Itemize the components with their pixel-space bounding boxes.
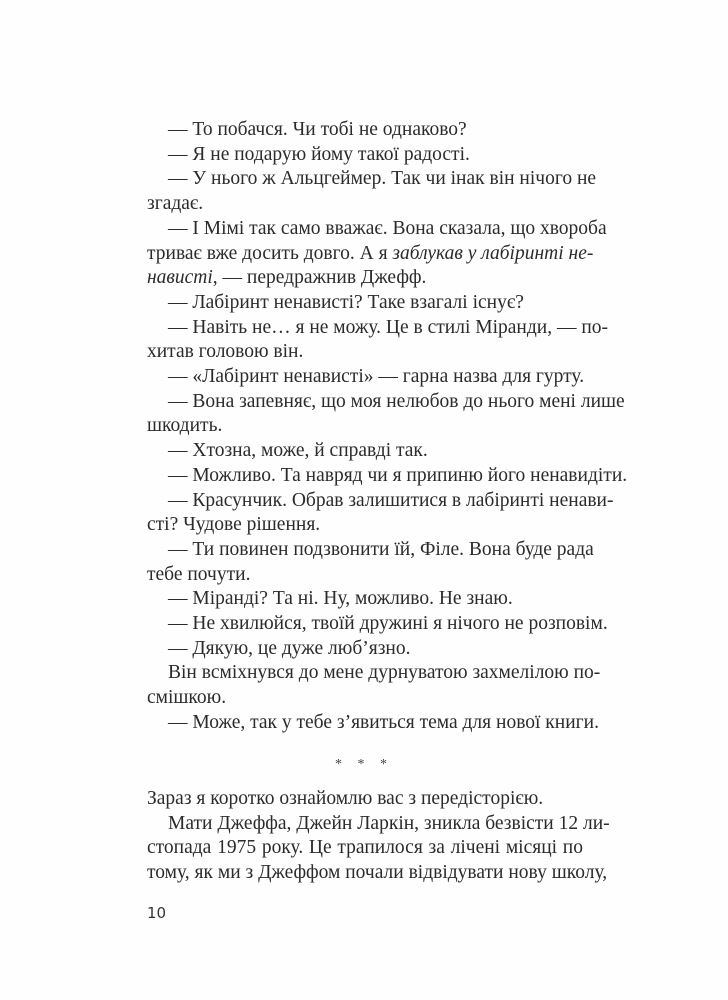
section-separator: * * * (335, 757, 393, 772)
text-span: — Ти повинен подзвонити їй, Філе. Вона буде рада (168, 538, 594, 560)
text-line (147, 787, 583, 811)
text-span: — Я не подарую йому такої радості. (168, 143, 470, 165)
text-span: — Може, так у тебе з’явиться тема для нової книги. (168, 711, 599, 733)
text-line (147, 439, 583, 463)
text-line (147, 143, 583, 167)
text-span: смішкою. (147, 687, 227, 709)
text-line (147, 661, 601, 685)
text-line (147, 266, 583, 290)
text-line (147, 513, 583, 537)
text-line (147, 836, 583, 860)
text-span: — Можливо. Та навряд чи я припиню його ненавидіти. (168, 464, 628, 486)
page-number: 10 (147, 904, 167, 922)
text-line (147, 612, 608, 636)
text-line (147, 167, 597, 191)
text-span: — «Лабіринт ненависті» — гарна назва для гурту. (168, 366, 585, 387)
italic-span: нависті (147, 267, 213, 289)
text-line (147, 242, 594, 266)
text-line (147, 365, 583, 389)
italic-span: заблукав у лабіринті не- (392, 242, 594, 264)
text-line (147, 711, 599, 735)
text-span: — Дякую, це дуже люб’язно. (168, 637, 411, 659)
text-span: — У нього ж Альцгеймер. Так чи інак він нічого не (168, 168, 597, 190)
text-span: тебе почути. (147, 563, 251, 585)
text-line (147, 217, 607, 241)
text-span: — Міранді? Та ні. Ну, можливо. Не знаю. (168, 588, 513, 610)
text-span: тому, як ми з Джеффом почали відвідувати нову школу, (147, 862, 608, 884)
text-span: стопада 1975 року. Це трапилося за лічені місяці по (147, 837, 583, 859)
text-line (147, 414, 583, 438)
text-line (147, 118, 583, 142)
text-line (147, 538, 594, 562)
text-span: згадає. (147, 193, 204, 215)
text-span: — Навіть не… я не можу. Це в стилі Міранди, — по- (168, 316, 609, 338)
text-span: триває вже досить довго. А я (147, 242, 393, 264)
text-line (147, 316, 609, 340)
text-line (147, 390, 625, 414)
text-span: — Вона запевняє, що моя нелюбов до нього мені лише (168, 390, 625, 412)
text-line (147, 637, 583, 661)
text-span: — І Мімі так само вважає. Вона сказала, що хвороба (168, 217, 607, 239)
text-span: , — передражнив Джефф. (212, 267, 427, 289)
text-span: Він всміхнувся до мене дурнуватою захмелілою по- (168, 662, 601, 684)
text-line (147, 464, 628, 488)
text-line (147, 686, 583, 710)
text-line (147, 587, 583, 611)
text-span: Зараз я коротко ознайомлю вас з передісторією. (147, 788, 544, 809)
text-span: — Красунчик. Обрав залишитися в лабіринті ненави- (168, 489, 614, 511)
text-line (147, 340, 583, 364)
text-line (147, 489, 614, 513)
text-span: шкодить. (147, 415, 223, 437)
text-span: Мати Джеффа, Джейн Ларкін, зникла безвісти 12 ли- (168, 812, 610, 834)
text-line (147, 291, 583, 315)
text-span: — То побачся. Чи тобі не однаково? (168, 119, 467, 140)
text-span: — Лабіринт ненависті? Таке взагалі існує? (168, 291, 524, 313)
text-line (147, 861, 608, 885)
text-line (147, 563, 583, 587)
text-span: — Хтозна, може, й справді так. (168, 440, 428, 462)
text-line (147, 192, 583, 216)
text-line (147, 812, 610, 836)
text-span: сті? Чудове рішення. (147, 514, 321, 536)
text-span: хитав головою він. (147, 341, 304, 363)
text-span: — Не хвилюйся, твоїй дружині я нічого не розповім. (168, 613, 608, 634)
